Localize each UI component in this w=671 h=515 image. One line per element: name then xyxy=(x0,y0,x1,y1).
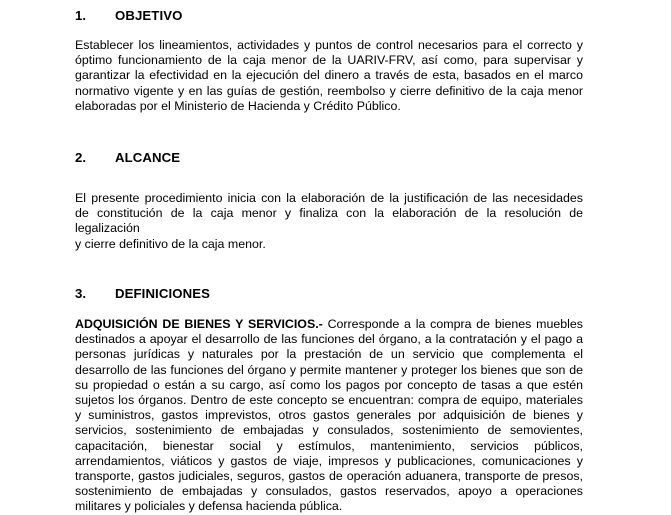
section-title: DEFINICIONES xyxy=(115,286,210,301)
paragraph-line: arrendamientos, viáticos y gastos de viaje, impresos y publicaciones, comunicaciones y xyxy=(75,453,583,468)
paragraph-line: Establecer los lineamientos, actividades y puntos de control necesarios para el correcto y xyxy=(75,38,583,52)
section-title: OBJETIVO xyxy=(115,8,183,23)
definition-text: Corresponde a la compra de bienes muebles xyxy=(322,317,583,331)
paragraph-line: militares y policiales y defensa hacienda pública. xyxy=(75,499,343,514)
paragraph-line: desarrollo de las funciones del órgano y permite mantener y proteger los bienes que son de xyxy=(75,362,583,377)
paragraph-line: personas jurídicas y naturales por la prestación de un servicio que complementa el xyxy=(75,347,583,362)
paragraph-line: servicios, sostenimiento de embajadas y consulados, sostenimiento de semovientes, xyxy=(75,423,583,438)
section-title: ALCANCE xyxy=(115,150,181,165)
section-heading-objetivo xyxy=(75,8,182,23)
section-number: 1. xyxy=(75,8,87,23)
paragraph-line: garantizar la efectividad en la ejecución del dinero a través de esta, basados en el marco xyxy=(75,68,583,83)
paragraph-line: normativo vigente y en las guías de gestión, reembolso y cierre definitivo de la caja menor xyxy=(75,83,583,98)
section-number: 3. xyxy=(75,286,87,301)
paragraph-line: sujetos los órganos. Dentro de este concepto se encuentran: compra de equipo, materiales xyxy=(75,393,583,408)
definition-term: ADQUISICIÓN DE BIENES Y SERVICIOS.- xyxy=(75,317,323,331)
paragraph-line: sostenimiento de embajadas y consulados, gastos reservados, apoyo a operaciones xyxy=(75,484,583,499)
paragraph-line: transporte, gastos judiciales, seguros, gastos de operación aduanera, transporte de presos, xyxy=(75,469,583,484)
paragraph-line: capacitación, bienestar social y estímulos, mantenimiento, servicios públicos, xyxy=(75,438,583,453)
section-heading-definiciones xyxy=(75,286,210,301)
paragraph-line: de constitución de la caja menor y finaliza con la elaboración de la resolución de legalización xyxy=(75,206,583,236)
paragraph-line: y cierre definitivo de la caja menor. xyxy=(75,236,266,251)
paragraph-line: su propiedad o están a su cargo, así como los pagos por concepto de tasas a que estén xyxy=(75,377,583,392)
paragraph-line: El presente procedimiento inicia con la elaboración de la justificación de las necesidades xyxy=(75,191,583,205)
paragraph-line: elaboradas por el Ministerio de Hacienda y Crédito Público. xyxy=(75,98,401,113)
alcance-paragraph xyxy=(75,191,583,252)
section-heading-alcance xyxy=(75,150,180,165)
paragraph-line: y suministros, gastos imprevistos, otros gastos generales por adquisición de bienes y xyxy=(75,408,583,423)
paragraph-line: destinados a apoyar el desarrollo de las funciones del órgano, a la contratación y el pago a xyxy=(75,332,583,347)
paragraph-first-line xyxy=(75,317,583,332)
objetivo-paragraph xyxy=(75,38,583,114)
definiciones-paragraph xyxy=(75,317,583,515)
section-number: 2. xyxy=(75,150,87,165)
paragraph-line: óptimo funcionamiento de la caja menor de la UARIV-FRV, así como, para supervisar y xyxy=(75,53,583,68)
